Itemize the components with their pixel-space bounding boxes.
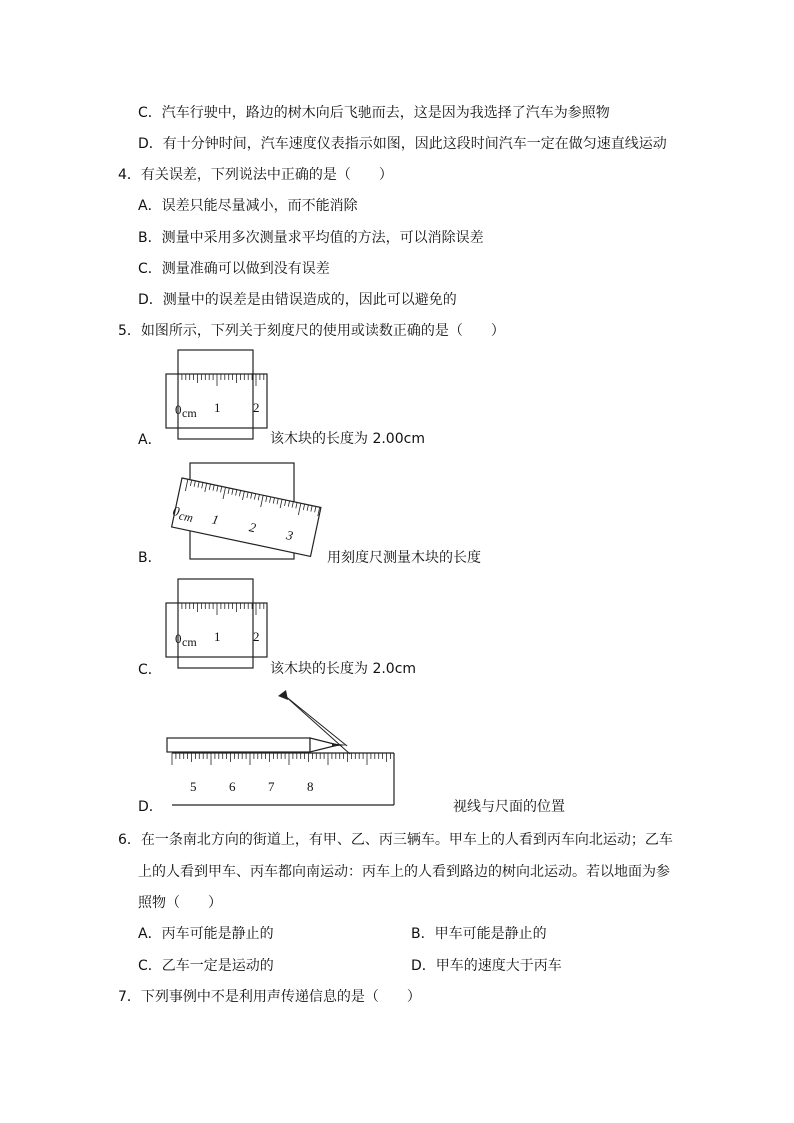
ruler-ticks [172,753,390,765]
q6-option-b: B．甲车可能是静止的 [411,926,547,942]
q5-option-a-letter: A． [138,432,162,448]
tick-label-1: 1 [210,511,221,528]
q5-option-a-figure [160,348,275,444]
tick-label-2: 2 [247,519,258,536]
q5-option-c-caption: 该木块的长度为 2.0cm [270,661,417,677]
ruler-ticks [178,603,264,615]
tick-label-8: 8 [307,779,314,794]
ruler-ticks [178,374,264,386]
pencil-body [167,738,310,752]
q3-option-c: C．汽车行驶中，路边的树木向后飞驰而去，这是因为我选择了汽车为参照物 [138,105,610,121]
q4-option-c: C．测量准确可以做到没有误差 [138,261,330,277]
q6-stem-line3: 照物（ ） [138,895,222,911]
q5-stem: 5．如图所示，下列关于刻度尺的使用或读数正确的是（ ） [118,323,505,339]
q6-option-c: C．乙车一定是运动的 [138,958,274,974]
q5-option-d-caption: 视线与尺面的位置 [453,799,565,815]
q5-option-b-letter: B． [138,550,162,566]
wood-block [178,350,253,439]
q6-stem-line1: 6．在一条南北方向的街道上，有甲、乙、丙三辆车。甲车上的人看到丙车向北运动；乙车 [118,832,673,848]
q3-option-d: D．有十分钟时间，汽车速度仪表指示如图，因此这段时间汽车一定在做匀速直线运动 [138,136,667,152]
tick-label-0: 0 [171,503,181,520]
tick-label-1: 1 [214,629,221,644]
q5-option-b-caption: 用刻度尺测量木块的长度 [327,550,481,566]
q4-option-d: D．测量中的误差是由错误造成的，因此可以避免的 [138,292,457,308]
q7-stem: 7．下列事例中不是利用声传递信息的是（ ） [118,989,421,1005]
tick-label-6: 6 [229,779,236,794]
tick-label-0: 0 [175,402,182,417]
tick-label-2: 2 [253,400,260,415]
q5-option-a-caption: 该木块的长度为 2.00cm [270,431,425,447]
q5-option-d-letter: D． [138,799,163,815]
tick-label-7: 7 [268,779,275,794]
tick-label-0: 0 [175,631,182,646]
q6-option-d: D．甲车的速度大于丙车 [411,958,562,974]
q4-stem: 4．有关误差，下列说法中正确的是（ ） [118,167,393,183]
tick-label-2: 2 [253,629,260,644]
ruler-body [172,478,321,556]
tick-label-5: 5 [190,779,197,794]
q4-option-a: A．误差只能尽量减小，而不能消除 [138,198,358,214]
q5-option-b-figure [160,458,330,568]
pencil-lead [332,744,348,747]
q4-option-b: B．测量中采用多次测量求平均值的方法，可以消除误差 [138,230,484,246]
eye-icon [278,690,288,700]
unit-label: cm [182,635,197,649]
tick-label-3: 3 [284,527,295,544]
q5-option-d-figure [160,688,400,813]
wood-block [178,579,253,668]
q6-stem-line2: 上的人看到甲车、丙车都向南运动：丙车上的人看到路边的树向北运动。若以地面为参 [138,864,670,880]
q5-option-c-letter: C． [138,662,162,678]
q5-option-c-figure [160,577,275,673]
unit-label: cm [177,508,195,525]
unit-label: cm [182,406,197,420]
q6-option-a: A．丙车可能是静止的 [138,926,274,942]
tick-label-1: 1 [214,400,221,415]
